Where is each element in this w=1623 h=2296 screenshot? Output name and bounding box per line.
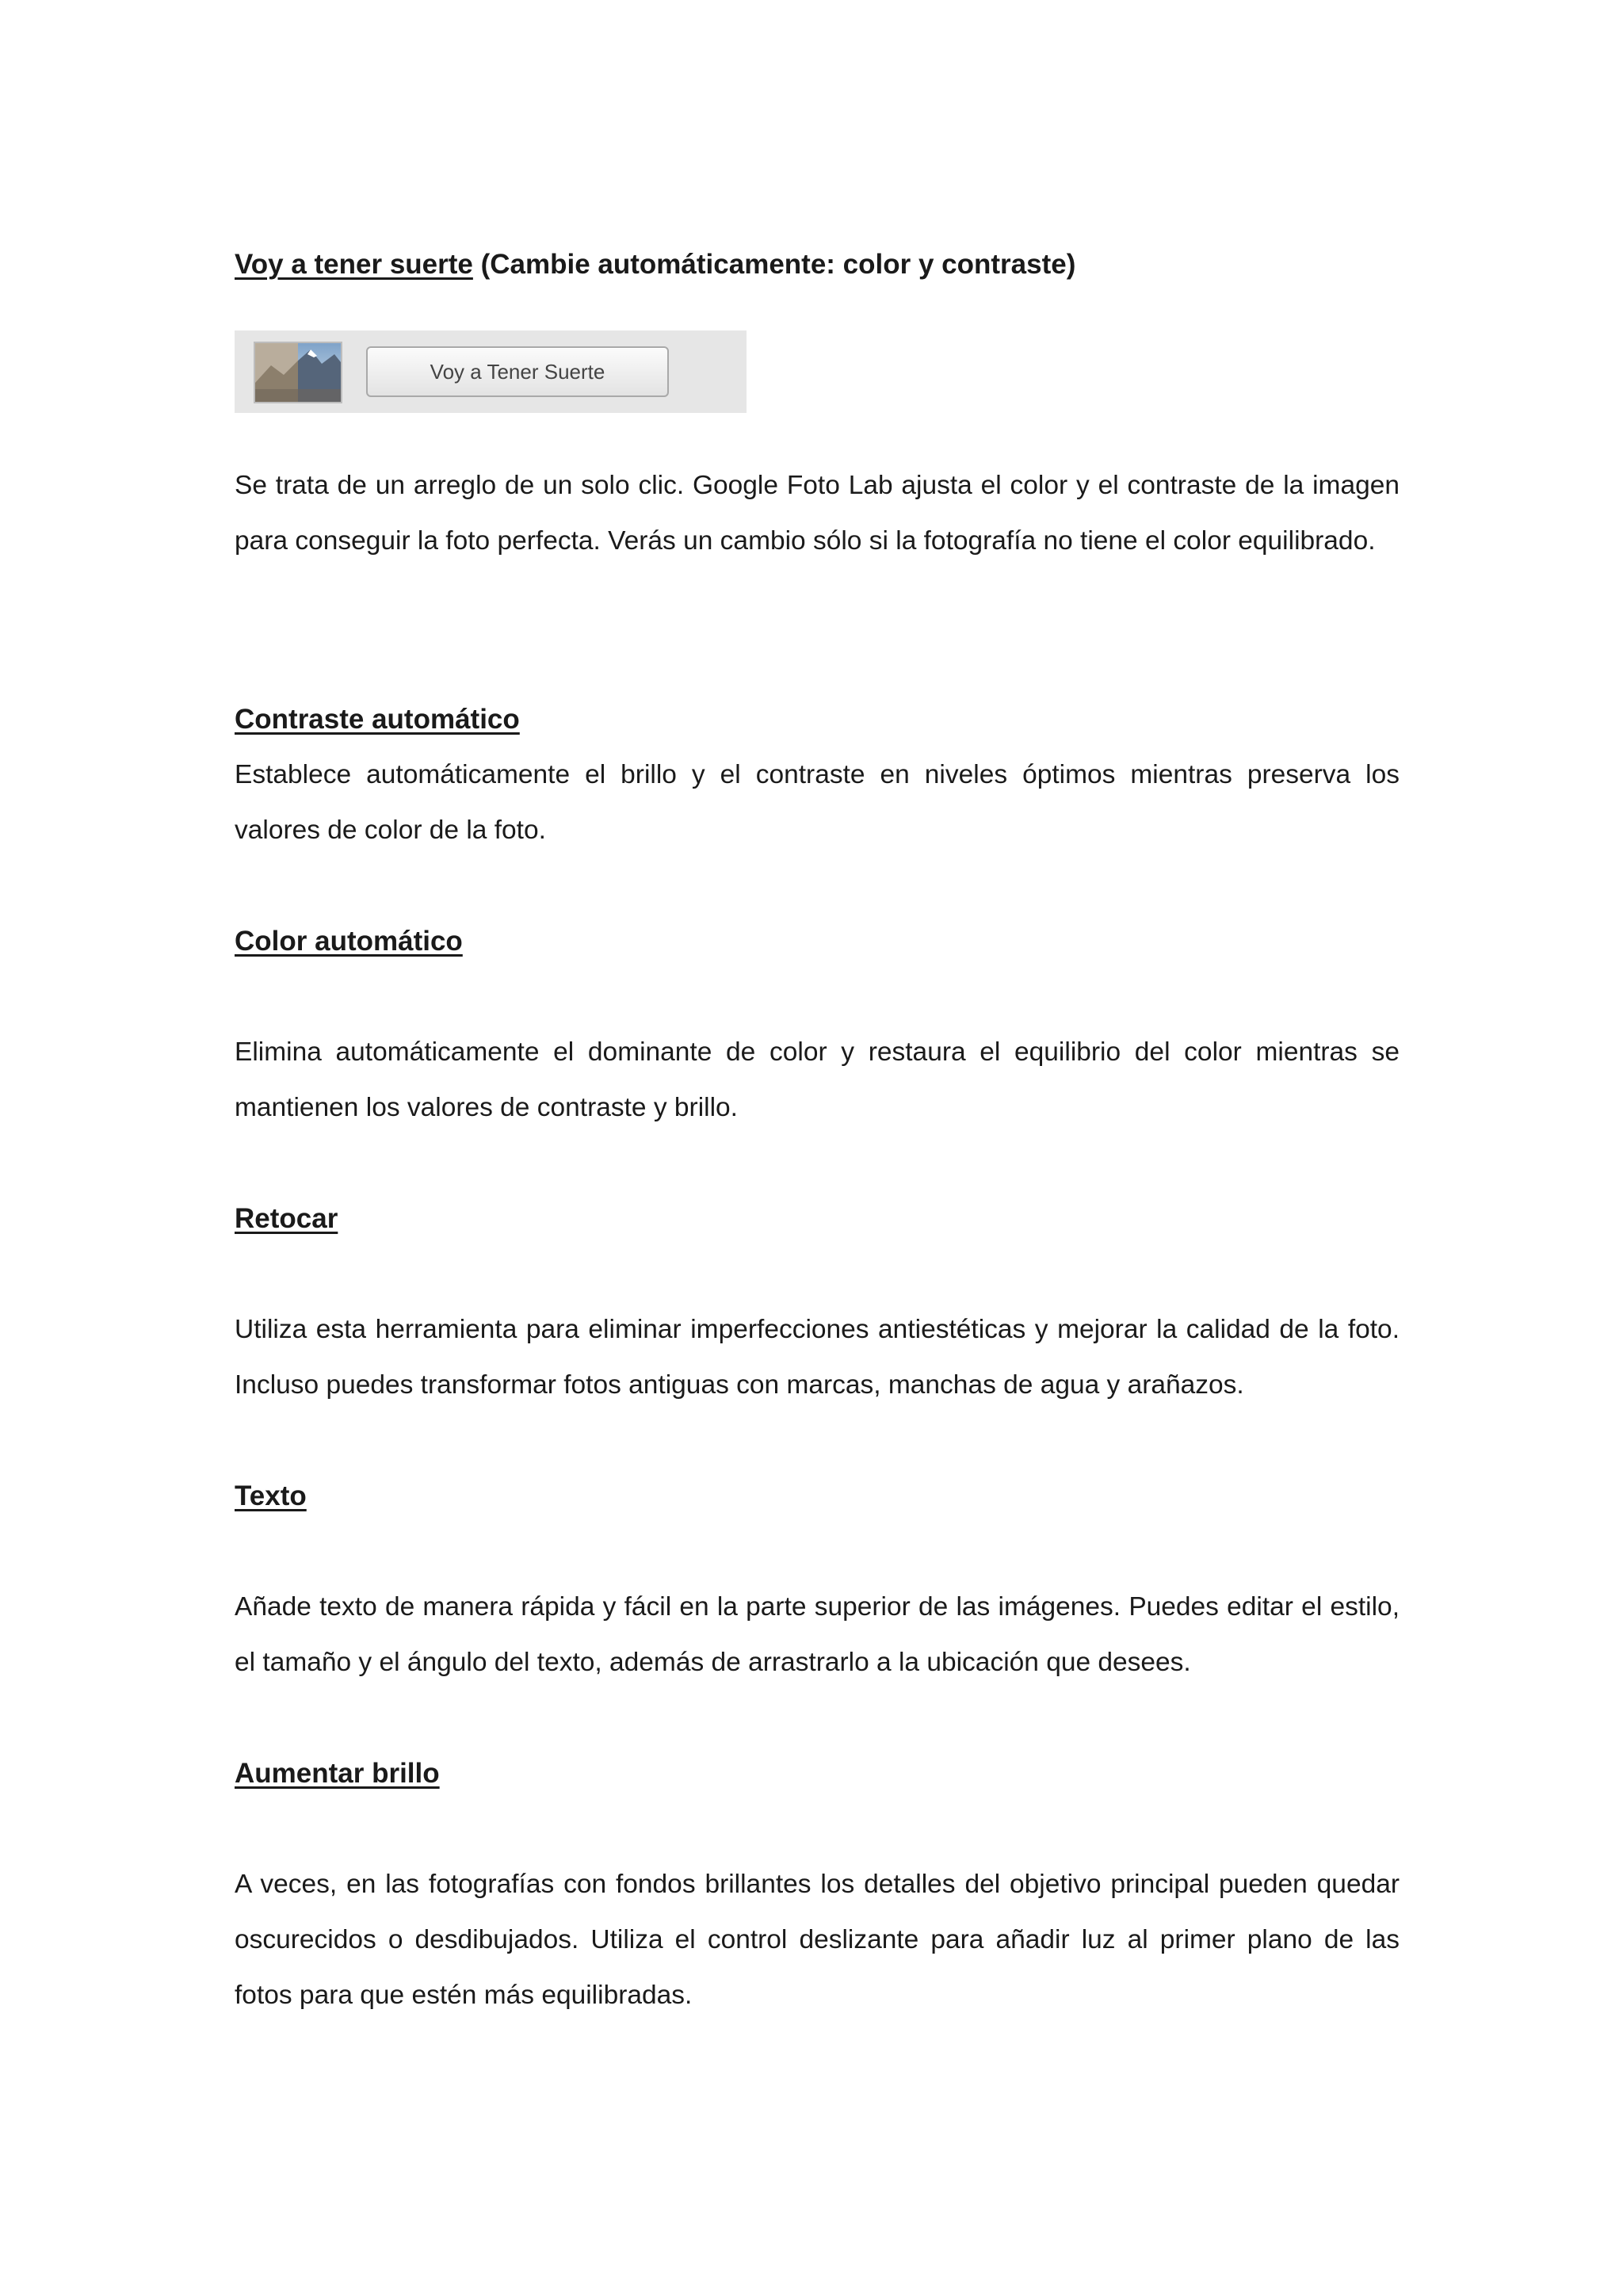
paragraph-lucky: Se trata de un arreglo de un solo clic. Google Foto Lab ajusta el color y el contraste de la imagen para conseguir la foto perfecta. Verás un cambio sólo si la fotografía no tiene el color equilibrado.: [235, 471, 1400, 556]
heading-auto-contrast: [235, 702, 1400, 737]
paragraph-auto-color: Elimina automáticamente el dominante de color y restaura el equilibrio del color mientras se mantienen los valores de contraste y brillo.: [235, 1037, 1400, 1122]
heading-brightness-title: Aumentar brillo: [235, 1758, 440, 1789]
paragraph-brightness: A veces, en las fotografías con fondos brillantes los detalles del objetivo principal pueden quedar oscurecidos o desdibujados. Utiliza el control deslizante para añadir luz al primer plano de las fotos para que estén más equilibradas.: [235, 1870, 1400, 2010]
heading-lucky: [235, 247, 1400, 282]
heading-lucky-subtitle: (Cambie automáticamente: color y contraste): [480, 249, 1076, 280]
lucky-button-screenshot: [235, 330, 747, 413]
heading-auto-color-title: Color automático: [235, 926, 463, 957]
paragraph-retouch: Utiliza esta herramienta para eliminar imperfecciones antiestéticas y mejorar la calidad de la foto. Incluso puedes transformar fotos antiguas con marcas, manchas de agua y arañazos.: [235, 1315, 1400, 1400]
lucky-button[interactable]: Voy a Tener Suerte: [366, 346, 669, 397]
photo-thumbnail-icon: [254, 342, 342, 403]
paragraph-text: Añade texto de manera rápida y fácil en la parte superior de las imágenes. Puedes editar el estilo, el tamaño y el ángulo del texto, además de arrastrarlo a la ubicación que desees.: [235, 1592, 1400, 1677]
heading-brightness: [235, 1756, 1400, 1791]
heading-retouch: [235, 1201, 1400, 1236]
heading-text: [235, 1479, 1400, 1514]
paragraph-auto-contrast: Establece automáticamente el brillo y el contraste en niveles óptimos mientras preserva los valores de color de la foto.: [235, 760, 1400, 845]
heading-lucky-title: Voy a tener suerte: [235, 249, 473, 280]
heading-auto-contrast-title: Contraste automático: [235, 704, 520, 735]
heading-text-title: Texto: [235, 1480, 307, 1511]
heading-auto-color: [235, 924, 1400, 959]
heading-retouch-title: Retocar: [235, 1203, 338, 1234]
